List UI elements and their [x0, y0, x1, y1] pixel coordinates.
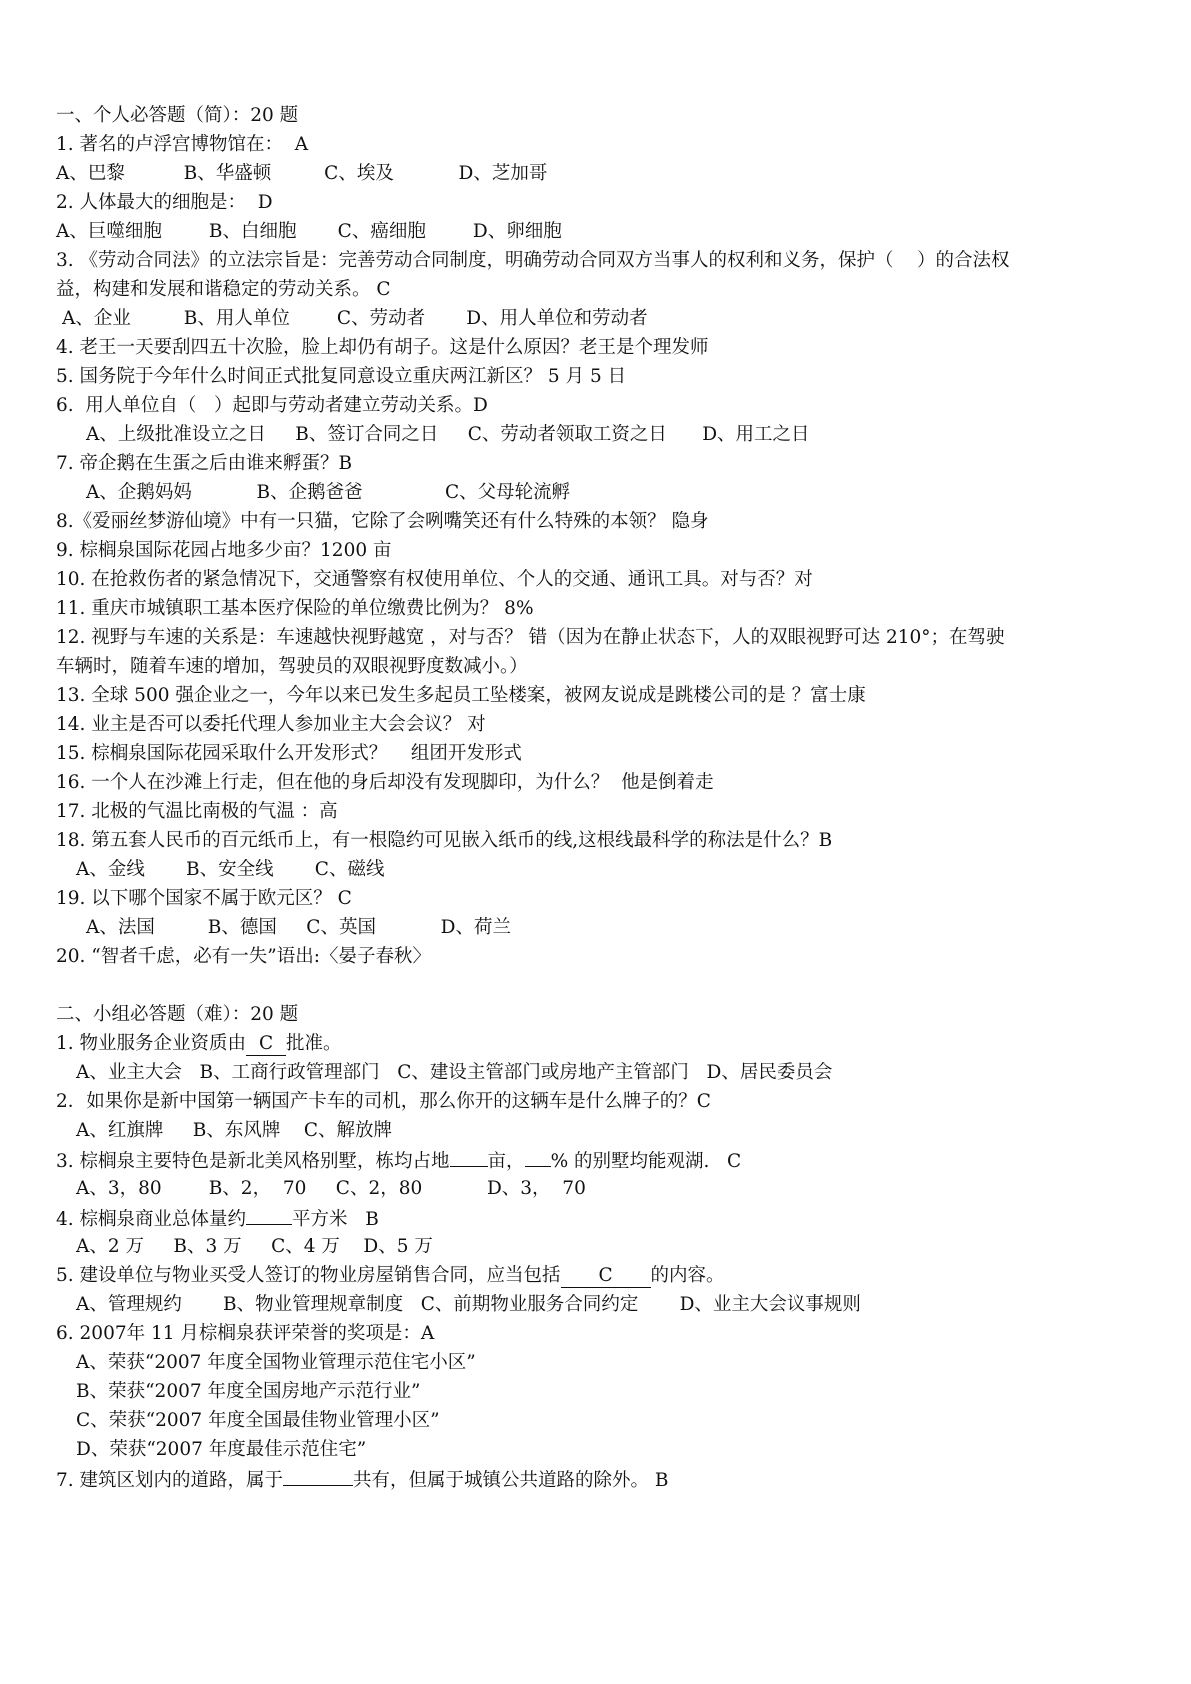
question-line: 11. 重庆市城镇职工基本医疗保险的单位缴费比例为？ 8%: [56, 598, 534, 619]
option-line: C、荣获“2007 年度全国最佳物业管理小区”: [76, 1410, 440, 1431]
question-line: 20. “智者千虑，必有一失”语出:〈晏子春秋〉: [56, 946, 431, 967]
question-text: 1. 物业服务企业资质由: [56, 1033, 247, 1054]
fill-blank: [246, 1202, 292, 1225]
option-line: B、荣获“2007 年度全国房地产示范行业”: [76, 1381, 421, 1402]
options-line: A、3，80 B、2， 70 C、2，80 D、3， 70: [76, 1178, 586, 1199]
question-text: 平方米 B: [292, 1209, 379, 1230]
question-line: 14. 业主是否可以委托代理人参加业主大会会议？ 对: [56, 714, 486, 735]
fill-blank: [283, 1463, 353, 1486]
question-line: 2．如果你是新中国第一辆国产卡车的司机，那么你开的这辆车是什么牌子的？C: [56, 1091, 711, 1112]
answer-blank: C: [246, 1033, 286, 1056]
question-text: 4. 棕榈泉商业总体量约: [56, 1209, 247, 1230]
fill-blank: [525, 1144, 551, 1167]
question-text: 的内容。: [650, 1265, 725, 1286]
question-line: 4. 老王一天要刮四五十次脸，脸上却仍有胡子。这是什么原因？老王是个理发师: [56, 337, 709, 358]
question-line: 5. 国务院于今年什么时间正式批复同意设立重庆两江新区？ 5 月 5 日: [56, 366, 627, 387]
question-line: 10. 在抢救伤者的紧急情况下，交通警察有权使用单位、个人的交通、通讯工具。对与否？对: [56, 569, 813, 590]
question-text: 7. 建筑区划内的道路，属于: [56, 1470, 284, 1491]
question-line: 3. 《劳动合同法》的立法宗旨是：完善劳动合同制度，明确劳动合同双方当事人的权利和义务，保护（ ）的合法权: [56, 250, 1010, 271]
section-heading: 二、小组必答题（难）：20 题: [56, 1004, 299, 1025]
question-line: 1. 著名的卢浮宫博物馆在： A: [56, 134, 309, 155]
question-line: 12. 视野与车速的关系是：车速越快视野越宽 ，对与否？ 错（因为在静止状态下，人的双眼视野可达 210°；在驾驶: [56, 627, 1005, 648]
fill-blank: [450, 1144, 488, 1167]
question-line: [56, 1260, 725, 1291]
options-line: A、法国 B、德国 C、英国 D、荷兰: [86, 917, 511, 938]
options-line: A、巴黎 B、华盛顿 C、埃及 D、芝加哥: [56, 163, 548, 184]
question-text: 共有，但属于城镇公共道路的除外。 B: [353, 1470, 669, 1491]
question-line: 19. 以下哪个国家不属于欧元区？ C: [56, 888, 352, 909]
options-line: A、巨噬细胞 B、白细胞 C、癌细胞 D、卵细胞: [56, 221, 562, 242]
question-line: [56, 1202, 379, 1233]
options-line: A、企业 B、用人单位 C、劳动者 D、用人单位和劳动者: [62, 308, 648, 329]
question-text: % 的别墅均能观湖. C: [550, 1151, 742, 1172]
question-line: 车辆时，随着车速的增加，驾驶员的双眼视野度数减小。）: [56, 656, 528, 677]
options-line: A、上级批准设立之日 B、签订合同之日 C、劳动者领取工资之日 D、用工之日: [86, 424, 810, 445]
options-line: A、企鹅妈妈 B、企鹅爸爸 C、父母轮流孵: [86, 482, 571, 503]
question-text: 亩，: [487, 1151, 525, 1172]
question-line: 15. 棕榈泉国际花园采取什么开发形式？ 组团开发形式: [56, 743, 522, 764]
question-line: 9. 棕榈泉国际花园占地多少亩？1200 亩: [56, 540, 392, 561]
question-line: [56, 1028, 342, 1059]
question-line: 8.《爱丽丝梦游仙境》中有一只猫，它除了会咧嘴笑还有什么特殊的本领？ 隐身: [56, 511, 709, 532]
question-line: 18. 第五套人民币的百元纸币上，有一根隐约可见嵌入纸币的线,这根线最科学的称法是什么？B: [56, 830, 833, 851]
options-line: A、金线 B、安全线 C、磁线: [76, 859, 385, 880]
answer-blank: C: [561, 1265, 651, 1288]
option-line: D、荣获“2007 年度最佳示范住宅”: [76, 1439, 367, 1460]
question-text: 批准。: [286, 1033, 342, 1054]
question-line: 13. 全球 500 强企业之一，今年以来已发生多起员工坠楼案，被网友说成是跳楼公司的是 ？富士康: [56, 685, 866, 706]
question-text: 5. 建设单位与物业买受人签订的物业房屋销售合同，应当包括: [56, 1265, 561, 1286]
option-line: A、荣获“2007 年度全国物业管理示范住宅小区”: [76, 1352, 476, 1373]
question-line: 2. 人体最大的细胞是： D: [56, 192, 273, 213]
question-line: [56, 1463, 669, 1494]
question-line: 6. 2007年 11 月棕榈泉获评荣誉的奖项是：A: [56, 1323, 435, 1344]
question-line: 17. 北极的气温比南极的气温 ：高: [56, 801, 338, 822]
options-line: A、业主大会 B、工商行政管理部门 C、建设主管部门或房地产主管部门 D、居民委员会: [76, 1062, 833, 1083]
options-line: A、管理规约 B、物业管理规章制度 C、前期物业服务合同约定 D、业主大会议事规则: [76, 1294, 861, 1315]
question-text: 3. 棕榈泉主要特色是新北美风格别墅，栋均占地: [56, 1151, 450, 1172]
question-line: 益，构建和发展和谐稳定的劳动关系。 C: [56, 279, 391, 300]
options-line: A、红旗牌 B、东风牌 C、解放牌: [76, 1120, 393, 1141]
question-line: 16. 一个人在沙滩上行走，但在他的身后却没有发现脚印，为什么？ 他是倒着走: [56, 772, 714, 793]
question-line: 7. 帝企鹅在生蛋之后由谁来孵蛋？B: [56, 453, 353, 474]
question-line: [56, 1144, 741, 1175]
section-heading: 一、个人必答题（简）：20 题: [56, 105, 299, 126]
options-line: A、2 万 B、3 万 C、4 万 D、5 万: [76, 1236, 433, 1257]
question-line: 6. 用人单位自（ ）起即与劳动者建立劳动关系。D: [56, 395, 488, 416]
